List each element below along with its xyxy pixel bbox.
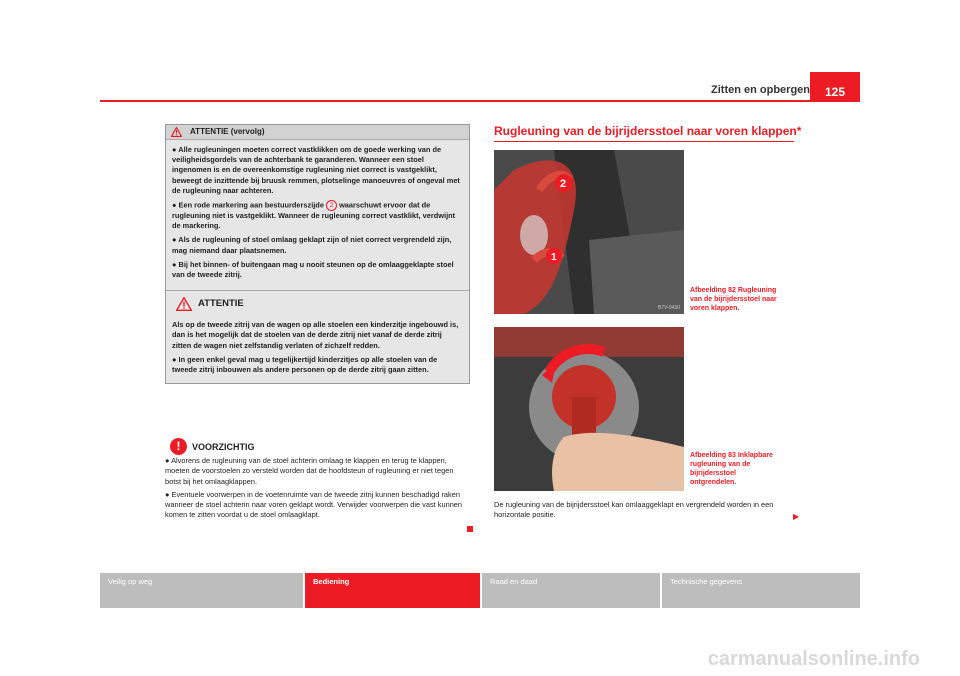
footer-tab-technisch[interactable]: Technische gegevens bbox=[662, 573, 860, 608]
section-end-marker bbox=[467, 526, 473, 532]
watermark: carmanualsonline.info bbox=[707, 648, 920, 670]
figure-code: B7V-0430 bbox=[658, 305, 680, 311]
page-number: 125 bbox=[810, 72, 860, 102]
figure-label: 1 bbox=[551, 252, 557, 263]
figure-83-caption: Afbeelding 83 Inklapbare rugleuning van de bijrijdersstoel ontgrendelen. bbox=[690, 452, 773, 486]
figure-code: B7V-0429 bbox=[658, 482, 680, 488]
chapter-title: Zitten en opbergen bbox=[711, 84, 810, 96]
seat-backrest-illustration bbox=[494, 150, 684, 314]
warning-item: ● Als de rugleuning of stoel omlaag geklapt zijn of niet correct vergrendeld zijn, mag niemand daar plaatsnemen. bbox=[172, 235, 452, 255]
attentie-title: ATTENTIE bbox=[198, 298, 244, 310]
section-rule bbox=[494, 141, 794, 142]
warning-item: ● Bij het binnen- of buitengaan mag u nooit steunen op de omlaaggeklapte stoel van de tweede zitrij. bbox=[172, 259, 454, 280]
warning-item: ● Een rode markering aan bestuurderszijde 2 waarschuwt ervoor dat de rugleuning niet is vastgeklikt. Wanneer de rugleuning correct vastklikt, verdwijnt de markering. bbox=[172, 200, 456, 231]
figure-82 bbox=[494, 150, 684, 314]
attentie-item: ● In geen enkel geval mag u tegelijkertijd kinderzitjes op alle stoelen van de tweede zitrij inbouwen als andere personen op de derde zitrij gaan zitten. bbox=[172, 354, 438, 375]
note-item: ● Alvorens de rugleuning van de stoel achterin omlaag te klappen en terug te klappen, moeten de voorstoelen zo versteld worden dat de hoofdsteun of rugleuning er niet tegen botst bij het omlaagklappen. bbox=[165, 456, 454, 486]
attentie-header bbox=[166, 293, 469, 315]
continue-arrow-icon: ▶ bbox=[793, 512, 800, 521]
attentie-paragraph: Als op de tweede zitrij van de wagen op alle stoelen een kinderzitje ingebouwd is, dan is het mogelijk dat de stoelen van de derde zitrij niet vanaf de derde zitrij zitten de wagen niet zelfstandig verlaten of zichzelf redden. bbox=[172, 320, 459, 350]
note-title: VOORZICHTIG bbox=[192, 442, 255, 452]
note-item: ● Eventuele voorwerpen in de voetenruimte van de tweede zitrij kunnen beschadigd raken wanneer de stoel achterin naar voren geklapt wordt. Verwijder voorwerpen die vast kunnen komen te zitten voordat u de stoel omlaagklapt. bbox=[165, 489, 463, 520]
warning-triangle-icon bbox=[176, 297, 192, 311]
body-paragraph: De rugleuning van de bijrijdersstoel kan omlaaggeklapt en vergrendeld worden in een horizontale positie. bbox=[494, 500, 774, 520]
divider bbox=[166, 290, 469, 291]
exclamation-icon: ! bbox=[170, 438, 187, 455]
warning-continued-header bbox=[166, 125, 469, 140]
header-rule bbox=[100, 100, 860, 102]
footer-tab-veilig[interactable]: Veilig op weg bbox=[100, 573, 303, 608]
warning-continued-title: ATTENTIE (vervolg) bbox=[190, 127, 265, 136]
figure-83 bbox=[494, 327, 684, 491]
warning-triangle-icon bbox=[171, 127, 182, 137]
warning-item: ● Alle rugleuningen moeten correct vastklikken om de goede werking van de veiligheidsgordels van de achterbank te garanderen. Wanneer een stoel ingenomen is en de overeenkomstige rugleuning niet correct is vastgeklikt, beweegt de inzittende bij bruusk remmen, plotselinge manoeuvres of ongeval met de rugleuning naar achteren. bbox=[172, 145, 460, 195]
marker-circle-icon: 2 bbox=[326, 200, 337, 211]
footer-tab-bediening[interactable]: Bediening bbox=[305, 573, 480, 608]
section-title: Rugleuning van de bijrijdersstoel naar voren klappen* bbox=[494, 124, 802, 138]
figure-82-caption: Afbeelding 82 Rugleuning van de bijrijdersstoel naar voren klappen. bbox=[690, 287, 777, 312]
footer-tab-raad[interactable]: Raad en daad bbox=[482, 573, 660, 608]
figure-label: 2 bbox=[560, 178, 567, 190]
lever-hand-illustration bbox=[494, 327, 684, 491]
warning-box bbox=[165, 124, 470, 384]
